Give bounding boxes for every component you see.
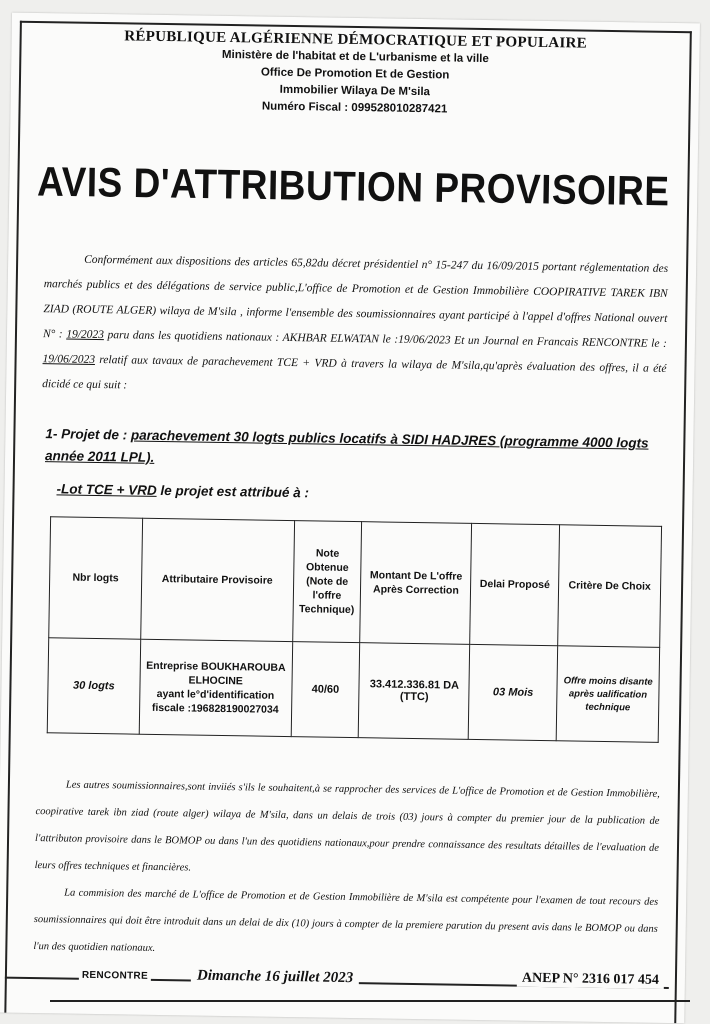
- closing-paragraph-1: Les autres soumissionnaires,sont inviiés s'ils le souhaitent,à se rapprocher des services de L'office de Promotion et de Gestion Immobilière, coopirative tarek ibn ziad (route alger) wilaya de M'sila, dans un delais de trois (03) jours à compter du premier jour de la publication de l'attributon provisoire dans le BOMOP ou dans l'un des quotidiens nationaux,pour prendre connaissance des resultats détailles de l'evaluation de leurs offres techniques et financières.: [34, 779, 660, 874]
- anep-number: ANEP N° 2316 017 454: [517, 971, 664, 989]
- closing-text: [33, 771, 660, 970]
- attribution-table: [47, 516, 662, 743]
- col-header-attributaire: Attributaire Provisoire: [140, 518, 294, 641]
- col-header-critere: Critère De Choix: [558, 525, 662, 648]
- issue-date: Dimanche 16 juillet 2023: [191, 968, 360, 988]
- project-prefix: 1- Projet de :: [45, 426, 132, 443]
- republic-heading: RÉPUBLIQUE ALGÉRIENNE DÉMOCRATIQUE ET POPULAIRE: [124, 28, 588, 52]
- office-line-2: Immobilier Wilaya De M'sila: [279, 83, 431, 99]
- col-header-delai: Delai Proposé: [470, 523, 560, 645]
- closing-paragraph-2: La commision des marché de L'office de Promotion et de Gestion Immobilière de M'sila est compétente pour l'examen de tout recours des soumissionnaires qui doit être introduit dans un delai de dix (10) jours à compter de la premiere parution du present avis dans le BOMOP ou dans l'un des quotidien nationaux.: [33, 887, 659, 954]
- ministry-line: Ministère de l'habitat et de L'urbanisme et la ville: [221, 48, 489, 66]
- intro-part-1: Conformément aux dispositions des articles 65,82du décret présidentiel n° 15-247 du 16/09/2015 portant réglementation des marchés publics et des délégations de service public,L'office de Promotion et de Gestion Immobilière COOPIRATIVE TAREK IBN ZIAD (ROUTE ALGER) wilaya de M'sila , informe l'ensemble des soumissionnaires ayant participé à l'appel d'offres National ouvert N° :: [42, 253, 669, 341]
- table-row: [47, 638, 659, 743]
- cell-critere: Offre moins disante après ualification technique: [556, 646, 659, 743]
- col-header-note: Note Obtenue (Note de l'offre Technique): [292, 521, 362, 643]
- fiscal-number: Numéro Fiscal : 099528010287421: [261, 100, 448, 116]
- page-bottom-rule: [50, 1000, 690, 1002]
- lot-suffix: le projet est attribué à :: [156, 482, 310, 501]
- cell-note: 40/60: [291, 642, 360, 738]
- lot-label: -Lot TCE + VRD: [56, 481, 157, 498]
- intro-part-3: relatif aux tavaux de parachevement TCE + VRD à travers la wilaya de M'sila,qu'après évaluation des offres, il a été dicidé ce qui suit :: [42, 353, 667, 392]
- header-block: [10, 27, 699, 123]
- intro-paragraph: [42, 247, 668, 407]
- newspaper-brand: RENCONTRE: [79, 970, 151, 982]
- notice-title: AVIS D'ATTRIBUTION PROVISOIRE: [36, 158, 670, 215]
- publication-date: 19/06/2023: [42, 353, 96, 366]
- table-header-row: [49, 517, 662, 648]
- attributaire-fiscal-id: ayant le°d'identification fiscale :196828190027034: [151, 687, 279, 716]
- office-line-1: Office De Promotion Et de Gestion: [260, 66, 450, 82]
- col-header-nbr: Nbr logts: [49, 517, 143, 639]
- cell-nbr: 30 logts: [47, 638, 140, 734]
- tender-number: 19/2023: [66, 328, 105, 342]
- attributaire-name: Entreprise BOUKHAROUBA ELHOCINE: [146, 659, 286, 688]
- intro-part-2: paru dans les quotidiens nationaux : AKHBAR ELWATAN le :19/06/2023 Et un Journal en Francais RENCONTRE le :: [103, 329, 668, 350]
- montant-value: 33.412.336.81 DA: [369, 678, 460, 692]
- cell-montant: [359, 643, 470, 740]
- cell-delai: 03 Mois: [468, 644, 557, 740]
- newspaper-clipping: [0, 13, 700, 1024]
- montant-ttc: (TTC): [399, 690, 429, 704]
- cell-attributaire: [139, 639, 292, 736]
- project-title: parachevement 30 logts publics locatifs à SIDI HADJRES (programme 4000 logts année 2011 LPL).: [44, 427, 649, 465]
- col-header-montant: Montant De L'offre Après Correction: [360, 522, 472, 645]
